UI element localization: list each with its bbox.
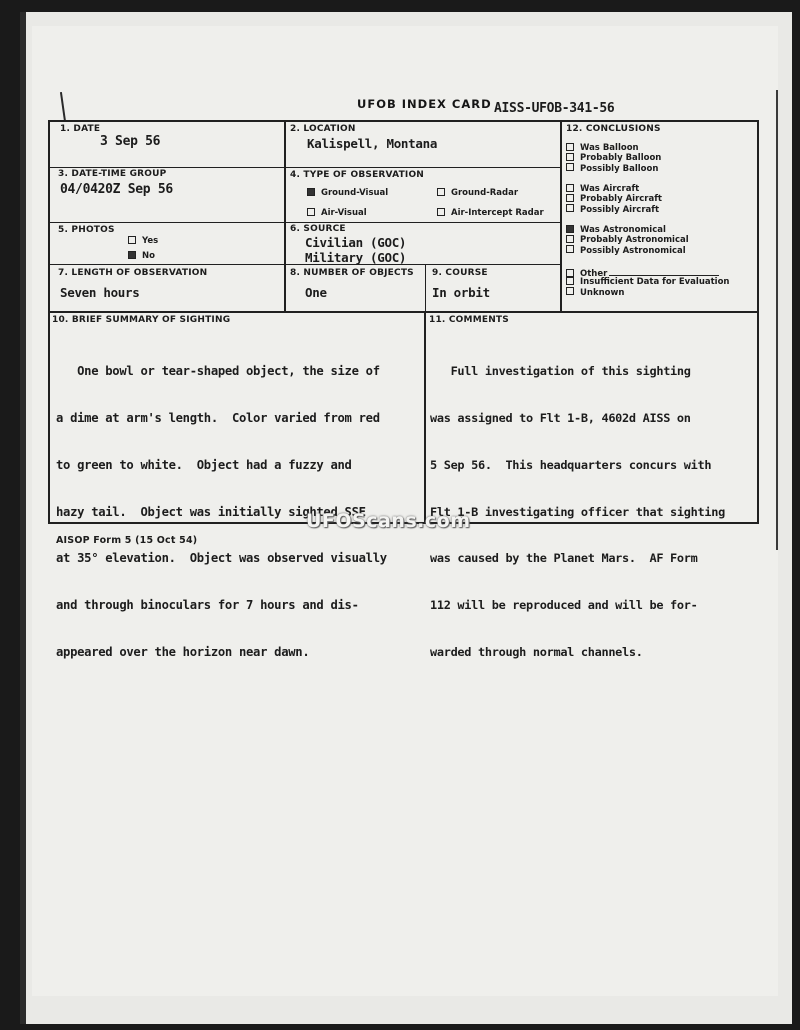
border-right [757,120,759,524]
option-photos-no: No [128,251,155,261]
conclusion-other: Other [566,267,730,277]
number-of-objects-label: 8. NUMBER OF OBJECTS [290,268,414,278]
conclusion-unknown: Unknown [566,288,730,298]
form-id: AISOP Form 5 (15 Oct 54) [56,535,198,546]
type-of-observation-label: 4. TYPE OF OBSERVATION [290,170,425,180]
checkbox-checked-icon [566,225,574,233]
checkbox-icon [566,194,574,202]
comments-text [430,333,725,676]
length-value: Seven hours [60,285,140,300]
divider-conclusions [560,120,562,312]
conclusion-group-balloon [566,143,661,174]
checkbox-icon [566,269,574,277]
divider-row1 [48,167,561,168]
divider-middle [284,120,286,312]
conclusion-probably-aircraft: Probably Aircraft [566,194,662,204]
option-ground-visual: Ground-Visual [307,188,388,198]
divider-course [425,264,426,312]
card-title: UFOB INDEX CARD [357,97,492,111]
summary-line: to green to white. Object had a fuzzy and [56,457,352,472]
checkbox-icon [566,163,574,171]
conclusion-probably-astronomical: Probably Astronomical [566,235,689,245]
divider-row2 [48,222,561,223]
course-value: In orbit [432,285,490,300]
checkbox-icon [566,184,574,192]
option-air-intercept-radar: Air-Intercept Radar [437,208,544,218]
other-blank-line [609,267,719,276]
summary-line: and through binoculars for 7 hours and dis- [56,598,359,613]
summary-line: hazy tail. Object was initially sighted SSE [56,504,366,519]
file-number: AISS-UFOB-341-56 [494,101,615,116]
divider-row4 [48,311,759,313]
conclusion-was-aircraft: Was Aircraft [566,184,662,194]
source-line-2: Military (GOC) [305,250,407,265]
option-ground-radar: Ground-Radar [437,188,518,198]
conclusion-insufficient-data: Insufficient Data for Evaluation [566,277,730,287]
divider-summary [424,311,426,523]
comments-line: Flt 1-B investigating officer that sighting [430,504,725,519]
comments-line: warded through normal channels. [430,644,643,659]
checkbox-icon [566,153,574,161]
conclusion-possibly-balloon: Possibly Balloon [566,164,661,174]
brief-summary-label: 10. BRIEF SUMMARY OF SIGHTING [52,315,231,325]
conclusion-group-astronomical [566,225,689,256]
conclusion-possibly-astronomical: Possibly Astronomical [566,246,689,256]
conclusion-group-aircraft [566,184,662,215]
source-label: 6. SOURCE [290,224,346,234]
comments-line: was caused by the Planet Mars. AF Form [430,551,698,566]
checkbox-icon [437,208,445,216]
course-label: 9. COURSE [432,268,488,278]
length-label: 7. LENGTH OF OBSERVATION [58,268,208,278]
conclusion-probably-balloon: Probably Balloon [566,153,661,163]
summary-line: a dime at arm's length. Color varied from red [56,410,380,425]
checkbox-icon [566,245,574,253]
conclusions-label: 12. CONCLUSIONS [566,124,661,134]
checkbox-icon [307,208,315,216]
comments-line: 5 Sep 56. This headquarters concurs with [430,457,712,472]
border-left [48,120,50,524]
checkbox-icon [128,236,136,244]
checkbox-checked-icon [128,251,136,259]
summary-line: appeared over the horizon near dawn. [56,644,310,659]
summary-line: at 35° elevation. Object was observed visually [56,551,387,566]
number-of-objects-value: One [305,285,327,300]
conclusion-group-other [566,267,730,298]
location-label: 2. LOCATION [290,124,356,134]
checkbox-icon [566,204,574,212]
source-line-1: Civilian (GOC) [305,235,407,250]
border-top [48,120,759,122]
option-photos-yes: Yes [128,236,158,246]
location-value: Kalispell, Montana [307,136,438,151]
date-label: 1. DATE [60,124,101,134]
comments-line: Full investigation of this sighting [430,364,691,379]
comments-line: was assigned to Flt 1-B, 4602d AISS on [430,410,691,425]
comments-label: 11. COMMENTS [429,315,509,325]
checkbox-icon [566,235,574,243]
photos-label: 5. PHOTOS [58,225,115,235]
checkbox-checked-icon [307,188,315,196]
checkbox-icon [566,277,574,285]
summary-line: One bowl or tear-shaped object, the size of [56,364,380,379]
option-air-visual: Air-Visual [307,208,367,218]
checkbox-icon [566,143,574,151]
dtg-label: 3. DATE-TIME GROUP [58,169,167,179]
brief-summary-text [56,333,387,676]
checkbox-icon [566,287,574,295]
conclusion-was-astronomical: Was Astronomical [566,225,689,235]
dtg-value: 04/0420Z Sep 56 [60,182,173,197]
checkbox-icon [437,188,445,196]
conclusion-possibly-aircraft: Possibly Aircraft [566,205,662,215]
conclusion-was-balloon: Was Balloon [566,143,661,153]
edge-shadow-line [776,90,778,550]
date-value: 3 Sep 56 [100,134,161,149]
watermark: UFOScans.com [306,510,471,532]
comments-line: 112 will be reproduced and will be for- [430,598,698,613]
